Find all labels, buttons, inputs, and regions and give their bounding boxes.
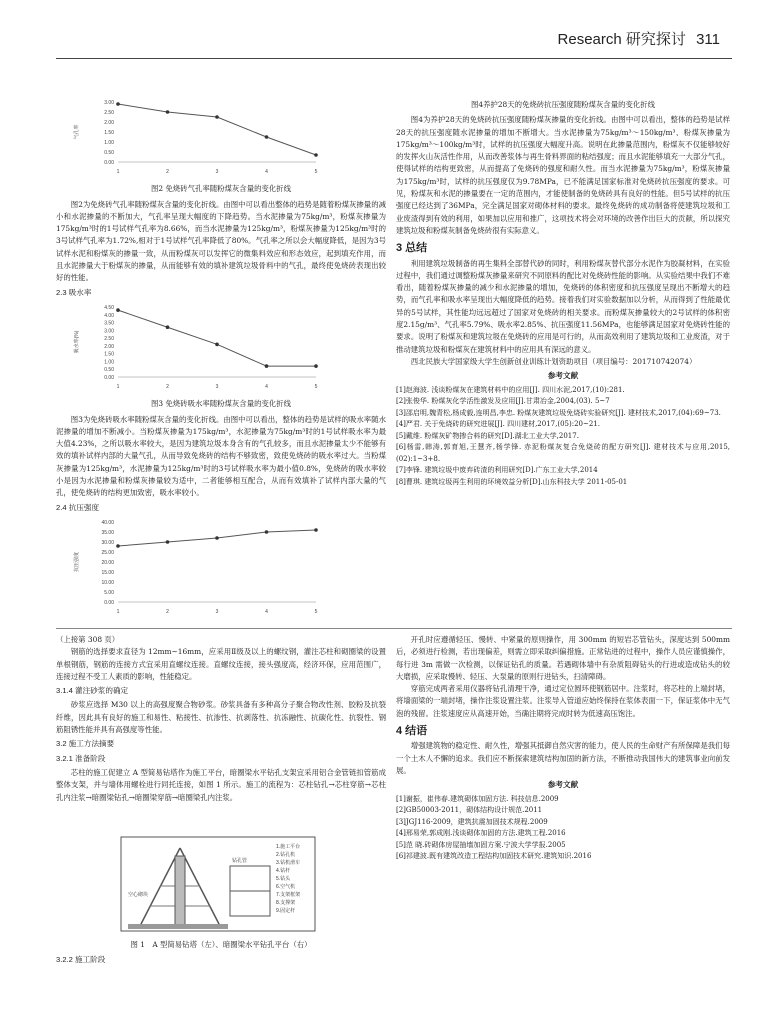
paragraph: 穿筋完成两者采用仪器将钻孔清理干净，通过定位圆环使钢筋居中。注浆时，将芯柱的上端封堵，将墙面梁的一端封堵，操作注浆设置注浆。注浆导入管道应始终保持在浆体表面一下，保证浆体中无气泡的残留。注浆速度应从高速开始，当确注期将完成时转为低速高压饱注。 (396, 684, 730, 718)
x-tick-label: 3 (215, 383, 219, 390)
figure-2-caption: 图2 免烧砖气孔率随粉煤灰含量的变化折线 (150, 184, 292, 194)
y-tick-label: 15.00 (101, 569, 114, 576)
section-heading: 3.1.4 灌注砂浆的确定 (56, 686, 129, 696)
y-tick-label: 0.50 (104, 150, 114, 156)
reference-item: [6]杨雷,韩涛,郭育旭,王慧齐,杨学锋. 赤泥粉煤灰复合免烧砖的配方研究[J]. 建材技术与应用,2015,(02):1~3+8. (396, 443, 730, 463)
fig-tag: 空心砌块 (128, 892, 149, 898)
reference-item: [5]范 晓.砖砌体房屋抽墙加固方案.宁波大学学报.2005 (396, 840, 566, 849)
y-tick-label: 5.00 (104, 589, 114, 596)
figure-legend-label: 6.空气机 (276, 884, 296, 890)
paragraph: 西北民族大学国家级大学生创新创业训练计划资助项目（项目编号：201710742074） (410, 356, 697, 366)
references-title: 参考文献 (547, 780, 579, 790)
x-tick-label: 5 (314, 169, 318, 175)
reference-item: [2]张俊华. 粉煤灰化学活性激发及应用[J].甘肃冶金,2004,(03). 5~7 (396, 397, 610, 406)
data-point (215, 343, 219, 347)
section-heading: 3.2.1 准备阶段 (56, 753, 106, 763)
references-title: 参考文献 (547, 371, 579, 381)
figure-3-caption: 图3 免烧砖吸水率随粉煤灰含量的变化折线 (150, 399, 292, 409)
y-tick-label: 0.00 (104, 374, 114, 381)
water-absorption-chart (56, 301, 386, 391)
paragraph: 芯柱的施工促建立 A 型简易钻塔作为施工平台，暗圈梁水平钻孔支架宜采用铝合金管链扣管筋成整体支架，并与墙体用螺栓进行同托连接，如图 1 所示。施工的流程为：芯柱钻孔→芯柱穿筋→芯柱孔内注浆→暗圈梁钻孔→暗圈梁穿筋→暗圈梁孔内注浆。 (56, 767, 386, 802)
data-point (116, 544, 120, 548)
y-axis-label: 抗压强度 (74, 551, 80, 572)
reference-item: [4]邢易荣,郭成刚.浅谈砌体加固的方法.建筑工程.2016 (396, 829, 566, 838)
drilling-tower-figure (120, 836, 316, 932)
figure-legend-label: 9.固定杆 (276, 908, 296, 914)
fig-tag: 钻孔管 (232, 858, 248, 864)
references-list (396, 385, 730, 489)
paragraph: 利用建筑垃圾制备的再生集料全部替代砂的同时，利用粉煤灰替代部分水泥作为胶凝材料，在实验过程中，我们通过调整粉煤灰掺量来研究不同原料的配比对免烧砖性能的影响。从实验结果中我们不难看出，随着粉煤灰掺量的减少和水泥掺量的增加，免烧砖的体积密度和抗压强度呈现出不断增大的趋势，而气孔率和吸水率呈现出大幅度降低的趋势。接着我们对实验数据加以分析，从而得到了性能最优异的5号试样，其性能均远远超过了国家对免烧砖的相关要求。而粉煤灰掺量较大的2号试样的体积密度2.15g/m³、气孔率5.79%、吸水率2.85%、抗压强度11.56MPa，也能够满足国家对免烧砖性能的要求。说明了粉煤灰和建筑垃圾在免烧砖的应用是可行的，从而高效利用了建筑垃圾和工业废渣，对于推动建筑垃圾和粉煤灰在建筑材料中的应用具有深远的意义。 (396, 258, 730, 354)
figure-legend-label: 3.钻机滑车 (276, 860, 301, 866)
reference-item: [3]邵启明,魏青松,杨成毅,连明昌,李忠. 粉煤灰建筑垃圾免烧砖实验研究[J]. 建材技术,2017,(04):69~73. (396, 408, 721, 417)
x-tick-label: 2 (166, 608, 169, 615)
x-tick-label: 4 (265, 608, 268, 615)
porosity-chart (56, 96, 386, 176)
data-point (215, 536, 219, 540)
compressive-strength-chart (56, 516, 386, 616)
x-tick-label: 4 (265, 169, 268, 175)
y-tick-label: 2.50 (104, 336, 114, 343)
y-tick-label: 30.00 (101, 539, 114, 546)
reference-item: [8]曹琪. 建筑垃圾再生利用的环境效益分析[D].山东科技大学 2011-05-01 (396, 477, 628, 486)
y-tick-label: 3.00 (104, 328, 114, 335)
continuation-note: （上接第 308 页） (56, 635, 120, 644)
section-heading: 3.2.2 施工阶段 (56, 955, 106, 965)
x-tick-label: 1 (116, 608, 120, 615)
figure-1-caption-block (56, 936, 386, 969)
x-tick-label: 5 (314, 608, 318, 615)
article-separator (56, 628, 732, 629)
y-tick-label: 2.00 (104, 343, 114, 350)
figure-legend-label: 5.钻头 (276, 876, 291, 882)
figure-legend-label: 2.钻孔机 (276, 852, 296, 858)
series-line (118, 104, 316, 155)
page-number: 311 (696, 31, 720, 48)
series-line (118, 310, 316, 366)
y-tick-label: 2.00 (104, 120, 114, 126)
y-axis-label: 吸水率(%) (74, 330, 80, 354)
y-tick-label: 20.00 (101, 559, 114, 566)
figure-1-caption: 图 1 A 型简易钻塔（左）、暗圈梁水平钻孔平台（右） (130, 940, 312, 949)
reference-item: [5]戴维. 粉煤灰矿物掺合料的研究[D].湖北工业大学,2017. (396, 431, 579, 440)
section-heading: 3 总结 (396, 242, 428, 255)
paragraph: 增强建筑物的稳定性、耐久性，增强其抵御自然灾害的能力，使人民的生命财产有所保障是我们每一个土木人不懈的追求。我们应不断探索建筑结构加固的新方法，不断推动我国伟大的建筑事业向前发展。 (396, 741, 730, 775)
right-top-column (396, 96, 730, 488)
y-tick-label: 0.00 (104, 160, 114, 166)
y-tick-label: 35.00 (101, 529, 114, 536)
reference-item: [7]李锋. 建筑垃圾中废弃砖渣的利用研究[D].广东工业大学,2014 (396, 466, 598, 475)
right-bottom-column (396, 634, 730, 863)
y-tick-label: 10.00 (101, 579, 114, 586)
data-point (265, 530, 269, 534)
data-point (116, 308, 120, 312)
section-heading: 2.3 吸水率 (56, 287, 92, 297)
data-point (314, 364, 318, 368)
y-tick-label: 0.00 (104, 599, 114, 606)
y-tick-label: 25.00 (101, 549, 114, 556)
data-point (166, 540, 170, 544)
paragraph: 图3为免烧砖吸水率随粉煤灰含量的变化折线。由图中可以看出，整体的趋势是试样的吸水率随水泥掺量的增加不断减小。当粉煤灰掺量为175kg/m³，水泥掺量为75kg/m³时的1号试样吸水率为最大值4.23%，之所以吸水率较大，是因为建筑垃圾本身含有的气孔较多，而且水泥掺量太少不能够有效的填补试样内部的大量气孔，从而导致免烧砖的结构不够致密，致使免烧砖的吸水率过大。当粉煤灰掺量为125kg/m³，水泥掺量为125kg/m³时的3号试样吸水率为最小值0.8%，免烧砖的吸水率较小是因为水泥掺量和粉煤灰掺量较为适中，二者能够相互配合，从而有效填补了试样内部大量的气孔，使免烧砖的结构更加致密，吸水率较小。 (56, 414, 386, 498)
y-axis-label: 气孔率 (74, 124, 80, 140)
paragraph: 钢筋的选择要求直径为 12mm~16mm，应采用Ⅱ级及以上的螺纹钢，灌注芯柱和砌圈梁的设置单根钢筋，钢筋的连接方式宜采用直螺纹连接。直螺纹连接，接头强度高，经济环保，应用范围广，连接过程不受工人素质的影响，性能稳定。 (56, 647, 386, 681)
reference-item: [1]赵海波. 浅谈粉煤灰在建筑材料中的应用[J]. 四川水泥,2017,(10):281. (396, 385, 625, 394)
y-tick-label: 1.50 (104, 351, 114, 358)
x-tick-label: 4 (265, 383, 268, 390)
y-tick-label: 1.50 (104, 130, 114, 136)
paragraph: 砂浆应选择 M30 以上的高强度聚合物砂浆。砂浆具备有多种高分子聚合物改性剂、胶粉及抗裂纤维，因此具有良好的施工和易性、粘接性、抗渗性、抗剥落性、抗冻融性、抗碳化性、抗裂性、钢筋阻锈性能并具有高强度等性能。 (56, 700, 386, 735)
section-heading: 3.2 施工方法摘要 (56, 739, 115, 749)
paragraph: 图2为免烧砖气孔率随粉煤灰含量的变化折线。由图中可以看出整体的趋势是随着粉煤灰掺量的减小和水泥掺量的不断加大，气孔率呈现大幅度的下降趋势。当水泥掺量为75kg/m³，粉煤灰掺量为175kg/m³时的1号试样气孔率为8.66%，而当水泥掺量为125kg/m³，粉煤灰掺量为125kg/m³时的3号试样气孔率为1.72%,相对于1号试样气孔率降低了80%。气孔率之所以会大幅度降低，是因为3号试样水泥和粉煤灰的掺量一致，从而粉煤灰可以发挥它的微集料效应和形态效应，起到填充作用，而且水泥掺量大于粉煤灰的掺量，从而能够有效的填补建筑垃圾骨料中的气孔，最终使免烧砖表现出较好的性能。 (56, 199, 386, 283)
data-point (166, 325, 170, 329)
figure-legend-label: 4.钻杆 (276, 868, 291, 874)
x-tick-label: 3 (215, 169, 219, 175)
section-heading: 4 结语 (396, 725, 428, 738)
section-heading: 2.4 抗压强度 (56, 502, 100, 512)
x-tick-label: 5 (314, 383, 318, 390)
data-point (166, 110, 170, 114)
y-tick-label: 1.00 (104, 359, 114, 366)
left-top-column (56, 96, 386, 620)
x-tick-label: 3 (215, 608, 219, 615)
y-tick-label: 40.00 (101, 519, 114, 526)
reference-item: [1]谢振，崔伟春.建筑砌体加固方法. 科技信息.2009 (396, 794, 559, 803)
y-tick-label: 3.50 (104, 320, 114, 327)
y-tick-label: 4.50 (104, 304, 114, 311)
reference-item: [3]JGJ116-2009，建筑抗震加固技术规程.2009 (396, 817, 548, 826)
x-tick-label: 2 (166, 383, 169, 390)
figure-legend-label: 1.施工平台 (276, 844, 301, 850)
page-header (558, 28, 720, 49)
y-tick-label: 1.00 (104, 140, 114, 146)
data-point (265, 135, 269, 139)
header-rule (56, 58, 732, 59)
y-tick-label: 4.00 (104, 312, 114, 319)
left-bottom-column (56, 634, 386, 804)
reference-item: [2]GB50003-2011，砌体结构设计规范.2011 (396, 806, 543, 815)
paragraph: 图4为养护28天的免烧砖抗压强度随粉煤灰掺量的变化折线。由图中可以看出，整体的趋势是试样28天的抗压强度随水泥掺量的增加不断增大。当水泥掺量为75kg/m³～150kg/m³、粉煤灰掺量为175kg/m³～100kg/m³时，试样的抗压强度大幅度升高。说明在此掺量范围内，粉煤灰不仅能够较好的发挥火山灰活性作用，从而改善浆体与再生骨料界面的粘结强度；而且水泥能够填充一大部分气孔，使得试样的结构更致密，从而提高了免烧砖的强度和耐久性。而当水泥掺量为75kg/m³，粉煤灰掺量为175kg/m³时，试样的抗压强度仅为9.78MPa，已不能满足国家标准对免烧砖抗压强度的要求。可见，粉煤灰和水泥的掺量要在一定的范围内，才能使制备的免烧砖具有良好的性能。但5号试样的抗压强度已经达到了36MPa，完全满足国家对砌体材料的要求。最终免烧砖的成功制备将使建筑垃圾和工业废渣得到有效的利用，如果加以应用和推广，这项技术将会对环境的改善作出巨大的贡献，所以探究建筑垃圾和粉煤灰制备免烧砖很有实际意义。 (396, 115, 730, 235)
data-point (116, 102, 120, 106)
y-tick-label: 0.50 (104, 367, 114, 374)
data-point (314, 153, 318, 157)
references-list (396, 794, 730, 863)
y-tick-label: 3.00 (104, 100, 114, 106)
x-tick-label: 1 (116, 383, 120, 390)
figure-4-caption: 图4养护28天的免烧砖抗压强度随粉煤灰含量的变化折线 (470, 100, 656, 109)
figure-legend-label: 7.支架框架 (276, 892, 301, 898)
data-point (314, 528, 318, 532)
paragraph: 开孔时应遵循轻压、慢转、中紧量的原则操作，用 300mm 的短岩芯管钻头，深度达到 500mm 后，必须进行检测，若出现偏差，则需立即采取纠偏措施。正常钻进的过程中，操作人员应谨慎操作，每行进 3m 需做一次检测，以保证钻孔的质量。若遇砌体墙中有杂质阻碍钻头的行进或造成钻头的较大磨损，应采取慢转、轻压、大泵量的原则行进钻头，扫清障碍。 (396, 635, 730, 681)
figure-legend-label: 8.支撑架 (276, 900, 296, 906)
x-tick-label: 1 (116, 169, 120, 175)
reference-item: [4]严君. 关于免烧砖的研究进展[J]. 四川建材,2017,(05):20~21. (396, 420, 600, 429)
y-tick-label: 2.50 (104, 110, 114, 116)
data-point (265, 364, 269, 368)
reference-item: [6]祁建波.既有建筑改造工程结构加固技术研究.建筑知识.2016 (396, 852, 592, 861)
x-tick-label: 2 (166, 169, 169, 175)
section-title: Research 研究探讨 (557, 31, 686, 48)
data-point (215, 115, 219, 119)
